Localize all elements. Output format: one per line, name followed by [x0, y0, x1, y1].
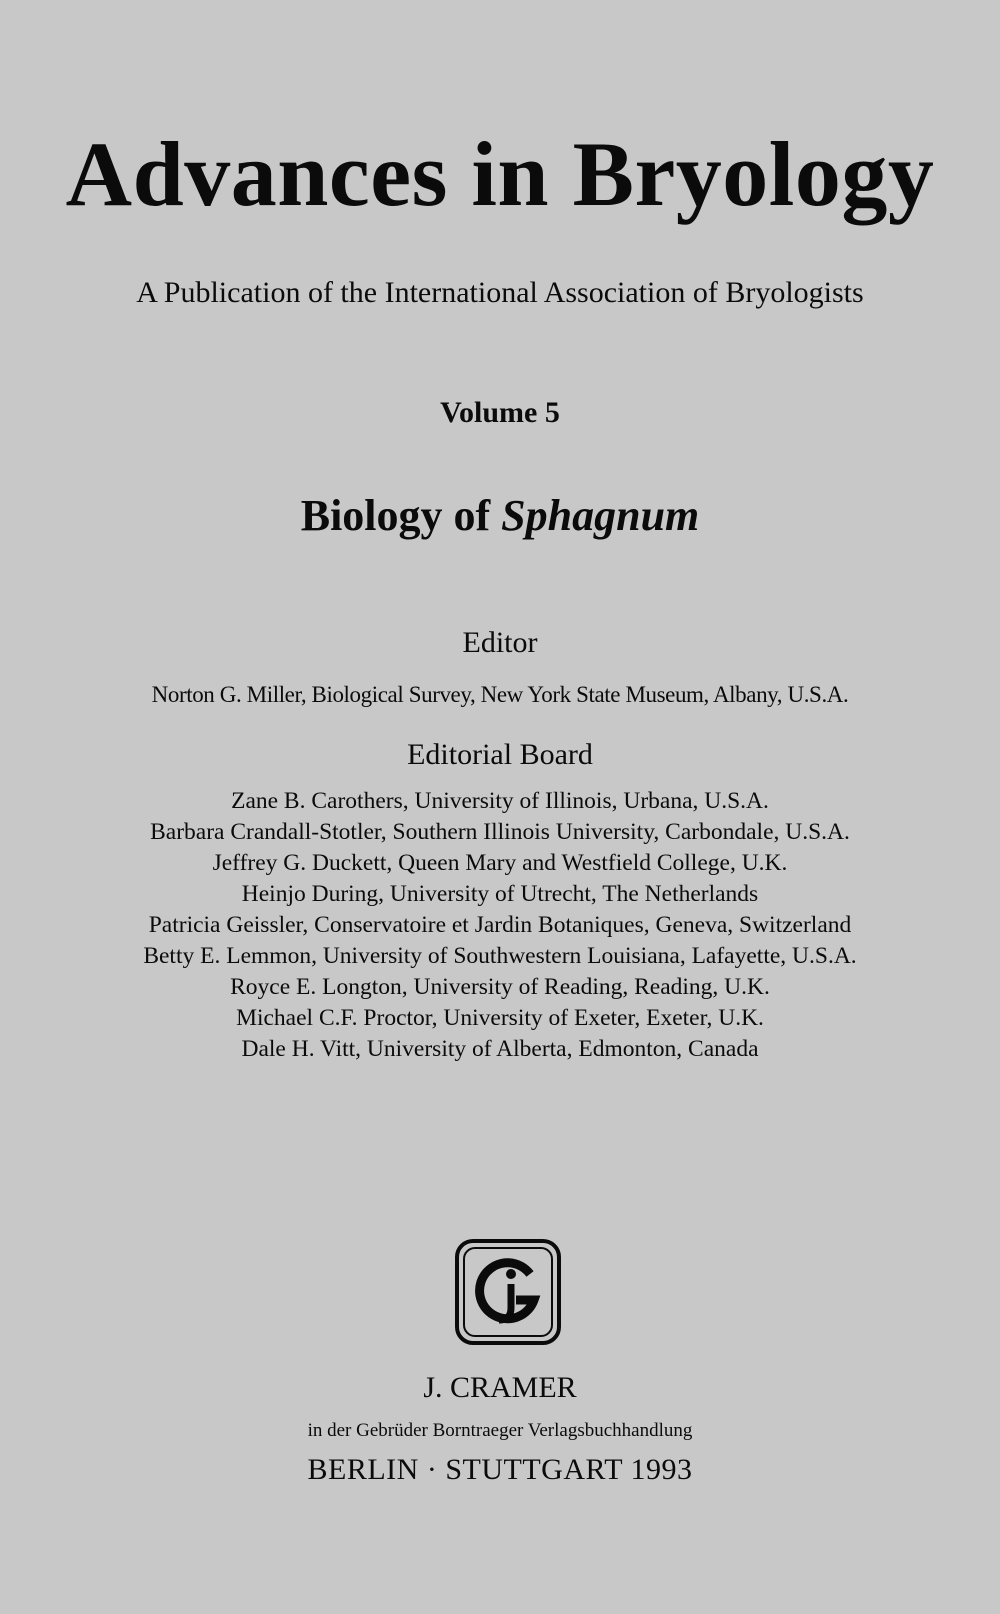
publisher-name: J. CRAMER: [423, 1371, 577, 1404]
board-member: Patricia Geissler, Conservatoire et Jardin Botaniques, Geneva, Switzerland: [148, 912, 852, 938]
board-member: Jeffrey G. Duckett, Queen Mary and Westfield College, U.K.: [212, 850, 788, 876]
board-member: Betty E. Lemmon, University of Southwestern Louisiana, Lafayette, U.S.A.: [143, 943, 857, 969]
editor-heading: Editor: [462, 626, 538, 659]
board-member: Dale H. Vitt, University of Alberta, Edmonton, Canada: [241, 1036, 759, 1062]
series-title: Advances in Bryology: [65, 123, 935, 225]
editorial-board-list: [0, 786, 1000, 1065]
board-member: Royce E. Longton, University of Reading, Reading, U.K.: [230, 974, 770, 1000]
volume-label: Volume 5: [440, 396, 560, 429]
publisher-place-year: BERLIN · STUTTGART 1993: [307, 1453, 693, 1486]
series-subtitle: A Publication of the International Association of Bryologists: [136, 276, 864, 309]
publisher-imprint: in der Gebrüder Borntraeger Verlagsbuchhandlung: [307, 1420, 693, 1441]
board-member: Zane B. Carothers, University of Illinois, Urbana, U.S.A.: [231, 788, 769, 814]
board-member: Barbara Crandall-Stotler, Southern Illinois University, Carbondale, U.S.A.: [150, 819, 850, 845]
book-title-genus: Sphagnum: [501, 491, 700, 540]
book-title-prefix: Biology of: [300, 491, 502, 540]
book-title: [0, 491, 1000, 540]
publisher-logo-icon: [454, 1238, 562, 1346]
editorial-board-heading: Editorial Board: [407, 738, 593, 771]
board-member: Michael C.F. Proctor, University of Exeter, Exeter, U.K.: [236, 1005, 764, 1031]
board-member: Heinjo During, University of Utrecht, The Netherlands: [241, 881, 759, 907]
editor-name: Norton G. Miller, Biological Survey, New York State Museum, Albany, U.S.A.: [151, 682, 849, 707]
